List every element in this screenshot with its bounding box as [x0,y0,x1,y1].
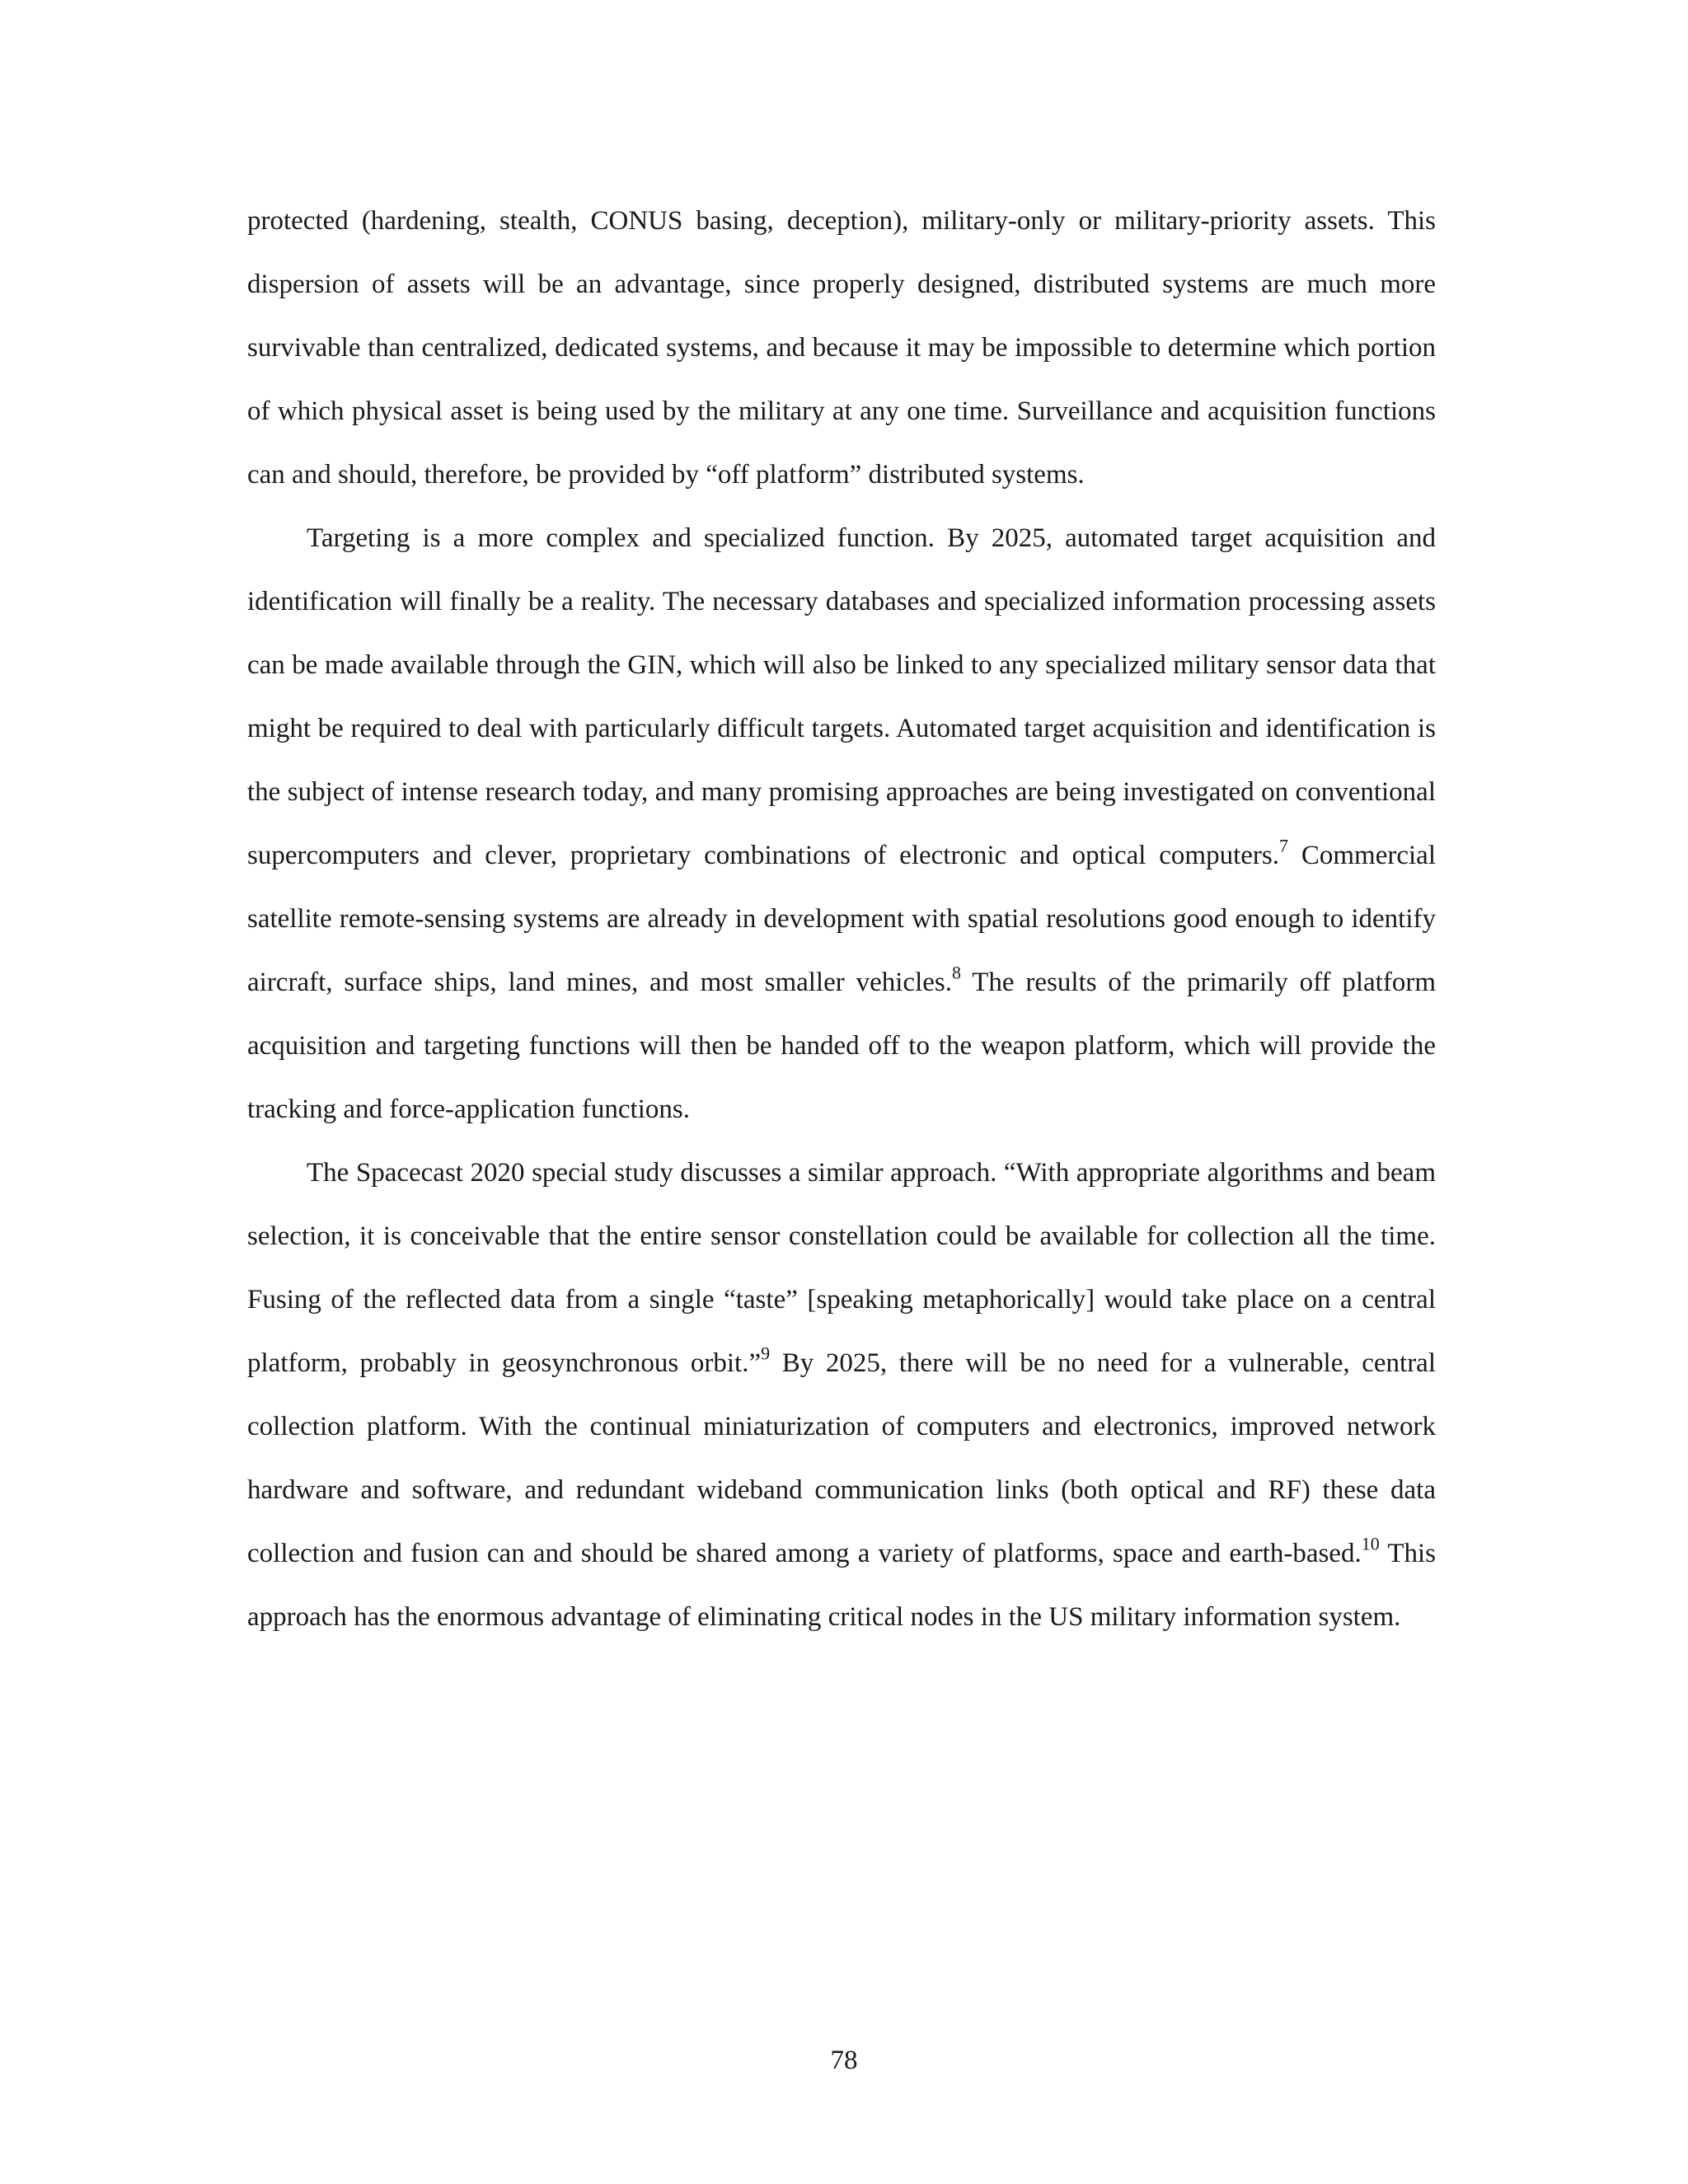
paragraph-3-text-c: This approach has the enormous advantage of eliminating critical nodes in the US military information system. [247,1539,1436,1632]
paragraph-2-text-c: The results of the primarily off platform acquisition and targeting functions will then be handed off to the weapon platform, which will provide the tracking and force-application functions. [247,968,1436,1124]
paragraph-3-text-a: The Spacecast 2020 special study discusses a similar approach. “With appropriate algorithms and beam selection, it is conceivable that the entire sensor constellation could be available for collection all the time. Fusing of the reflected data from a single “taste” [speaking metaphorically] would take place on a central platform, probably in geosynchronous orbit.” [247,1158,1436,1378]
footnote-ref-10: 10 [1361,1533,1380,1554]
paragraph-3 [247,1141,1436,1649]
paragraph-2-text-a: Targeting is a more complex and specialized function. By 2025, automated target acquisition and identification will finally be a reality. The necessary databases and specialized information processing assets can be made available through the GIN, which will also be linked to any specialized military sensor data that might be required to deal with particularly difficult targets. Automated target acquisition and identification is the subject of intense research today, and many promising approaches are being investigated on conventional supercomputers and clever, proprietary combinations of electronic and optical computers. [247,523,1436,870]
paragraph-2-text-b: Commercial satellite remote-sensing systems are already in development with spatial resolutions good enough to identify aircraft, surface ships, land mines, and most smaller vehicles. [247,841,1436,997]
paragraph-2 [247,507,1436,1141]
paragraph-1-text: protected (hardening, stealth, CONUS basing, deception), military-only or military-priority assets. This dispersion of assets will be an advantage, since properly designed, distributed systems are much more survivable than centralized, dedicated systems, and because it may be impossible to determine which portion of which physical asset is being used by the military at any one time. Surveillance and acquisition functions can and should, therefore, be provided by “off platform” distributed systems. [247,206,1436,490]
paragraph-3-text-b: By 2025, there will be no need for a vulnerable, central collection platform. With the continual miniaturization of computers and electronics, improved network hardware and software, and redundant wideband communication links (both optical and RF) these data collection and fusion can and should be shared among a variety of platforms, space and earth-based. [247,1348,1436,1568]
footnote-ref-9: 9 [761,1343,771,1364]
paragraph-1 [247,190,1436,507]
footnote-ref-8: 8 [951,962,961,983]
body-text [247,190,1436,1649]
footnote-ref-7: 7 [1279,835,1289,856]
page-number: 78 [830,2046,858,2075]
